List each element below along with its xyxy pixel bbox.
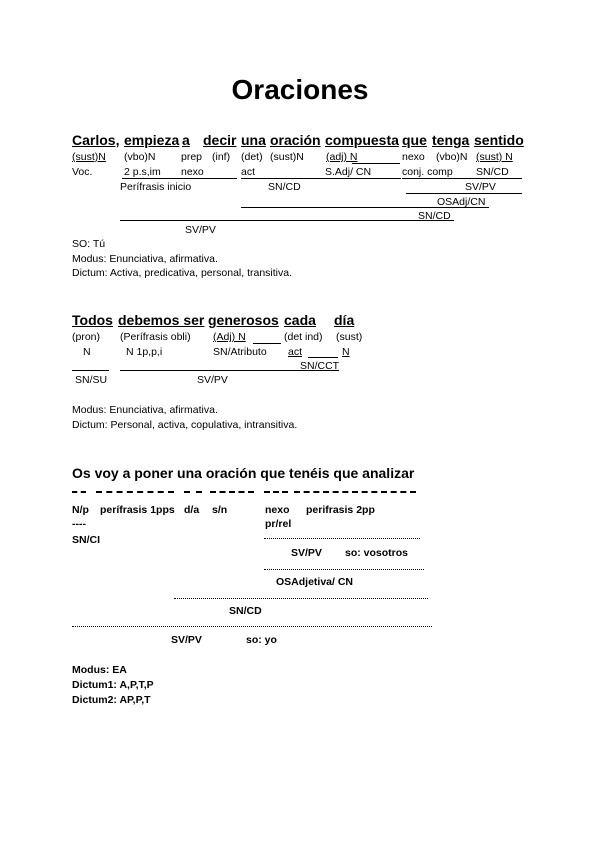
s1-svpv: SV/PV	[185, 224, 216, 236]
s1-func-act: act	[241, 166, 256, 178]
s2-snsu: SN/SU	[75, 374, 108, 386]
s3-cat-voy: perífrasis 1pps	[100, 504, 175, 516]
s3-cat-oracion: s/n	[212, 504, 228, 516]
s1-perifrasis: Perífrasis inicio	[120, 181, 192, 193]
s2-sncct: SN/CCT	[300, 360, 340, 372]
s1-func-conj: conj. comp	[402, 166, 453, 178]
s2-cat-dia: (sust)	[336, 331, 363, 343]
s1-func-a: nexo	[181, 166, 204, 178]
s2-cat-debemos: (Perífrasis obli)	[120, 331, 191, 343]
s1-svpv-sub: SV/PV	[465, 181, 496, 193]
s2-cat-cada: (det ind)	[284, 331, 323, 343]
s2-dictum: Dictum: Personal, activa, copulativa, intransitiva.	[72, 419, 298, 431]
s2-cat-generosos: (Adj) N	[213, 331, 246, 343]
word-empieza: empieza	[124, 132, 180, 148]
s2-func-atributo: SN/Atributo	[213, 346, 267, 358]
s1-func-sncd-small: SN/CD	[476, 166, 509, 178]
s3-cat-una: d/a	[184, 504, 200, 516]
s1-dictum: Dictum: Activa, predicativa, personal, transitiva.	[72, 267, 293, 279]
s2-func-act: act	[288, 346, 303, 358]
word-oracion: oración	[270, 132, 321, 148]
s1-so: SO: Tú	[72, 238, 106, 250]
s3-cat-que: nexo	[265, 504, 290, 516]
s1-cat-tenga: (vbo)N	[436, 151, 468, 163]
s3-svpv-sub: SV/PV	[291, 547, 322, 559]
word-generosos: generosos	[208, 312, 279, 328]
s2-modus: Modus: Enunciativa, afirmativa.	[72, 404, 218, 416]
s3-dictum2: Dictum2: AP,P,T	[72, 694, 151, 706]
word-a: a	[182, 132, 190, 148]
word-decir: decir	[203, 132, 237, 148]
s1-osadj: OSAdj/CN	[437, 196, 486, 208]
s2-func-todos: N	[83, 346, 91, 358]
s1-cat-decir: (inf)	[212, 151, 231, 163]
s3-so-vosotros: so: vosotros	[345, 547, 409, 559]
word-carlos: Carlos,	[72, 132, 120, 148]
s1-cat-que: nexo	[402, 151, 425, 163]
s1-func-empieza: 2 p.s,im	[124, 166, 161, 178]
word-que: que	[402, 132, 427, 148]
word-sentido: sentido	[474, 132, 524, 148]
s1-cat-empieza: (vbo)N	[124, 151, 156, 163]
s1-cat-carlos: (sust)N	[72, 151, 106, 163]
s3-sncl: SN/CI	[72, 534, 101, 546]
s3-dashes: ----	[72, 518, 86, 530]
word-tenga: tenga	[432, 132, 470, 148]
word-debemos-ser: debemos ser	[118, 312, 205, 328]
s1-cat-compuesta: (adj) N	[326, 151, 358, 163]
s1-cat-oracion: (sust)N	[270, 151, 304, 163]
s3-dictum1: Dictum1: A,P,T,P	[72, 679, 154, 691]
s3-svpv: SV/PV	[171, 634, 202, 646]
s2-svpv: SV/PV	[197, 374, 228, 386]
s1-func-sadj: S.Adj/ CN	[325, 166, 372, 178]
s3-prrel: pr/rel	[265, 518, 292, 530]
word-una: una	[241, 132, 266, 148]
s3-so-yo: so: yo	[246, 634, 277, 646]
s1-cat-a: prep	[181, 151, 203, 163]
s3-osadj: OSAdjetiva/ CN	[276, 576, 354, 588]
s3-sentence: Os voy a poner una oración que tenéis que analizar	[72, 465, 415, 481]
s2-func-debemos: N 1p,p,i	[126, 346, 163, 358]
s1-sncd-a: SN/CD	[268, 181, 301, 193]
word-compuesta: compuesta	[325, 132, 399, 148]
s3-sncd: SN/CD	[229, 605, 262, 617]
s3-modus: Modus: EA	[72, 664, 127, 676]
s1-cat-una: (det)	[241, 151, 263, 163]
s3-cat-tenéis: perifrasis 2pp	[306, 504, 375, 516]
word-dia: día	[334, 312, 355, 328]
word-cada: cada	[284, 312, 316, 328]
s3-cat-os: N/p	[72, 504, 89, 516]
s1-cat-sentido: (sust) N	[476, 151, 513, 163]
page-title: Oraciones	[231, 74, 369, 105]
s1-func-voc: Voc.	[72, 166, 93, 178]
word-todos: Todos	[72, 312, 113, 328]
s1-modus: Modus: Enunciativa, afirmativa.	[72, 253, 218, 265]
s2-func-n: N	[342, 346, 350, 358]
s1-sncd-b: SN/CD	[418, 210, 451, 222]
s2-cat-todos: (pron)	[72, 331, 101, 343]
